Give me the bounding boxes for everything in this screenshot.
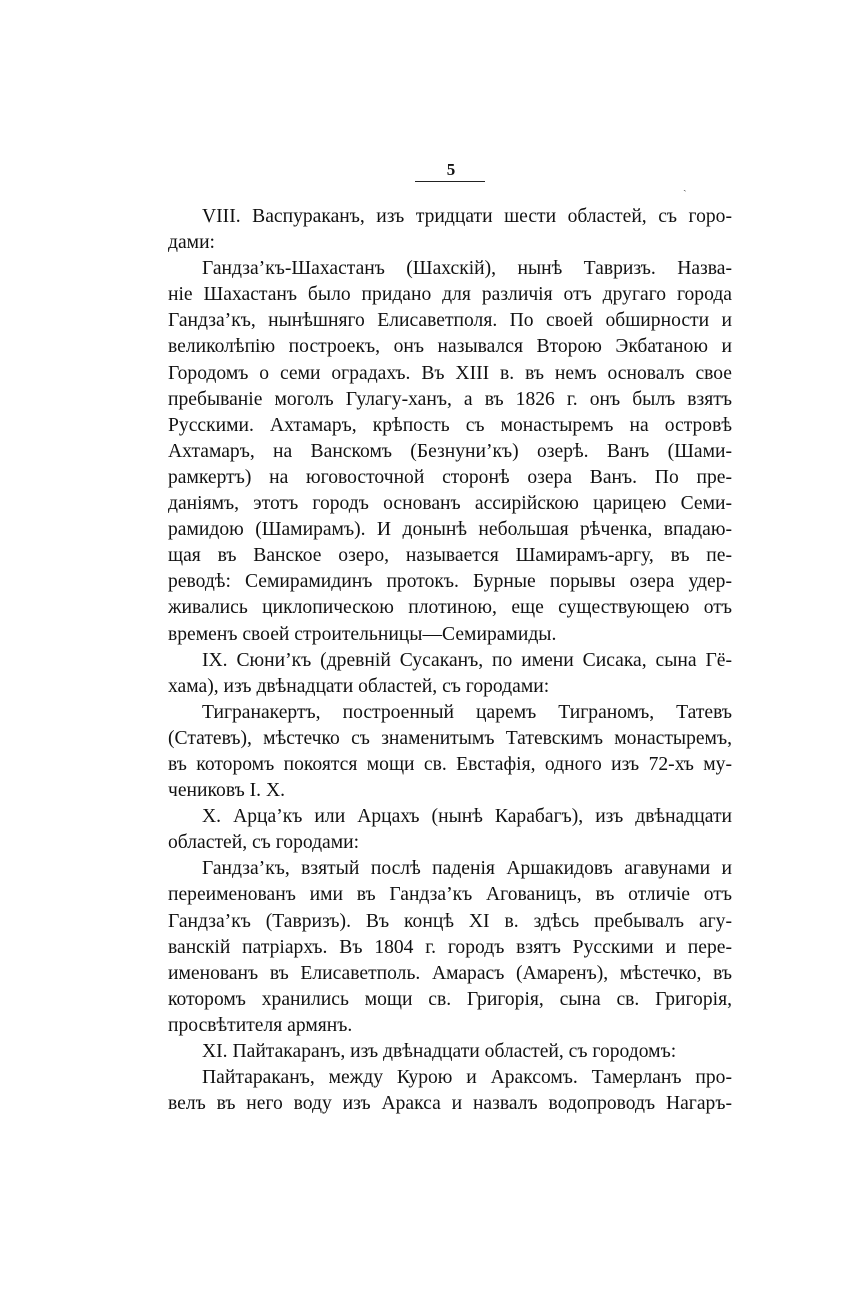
paragraph-ix bbox=[168, 648, 732, 700]
text-line: Ахтамаръ, на Ванскомъ (Безнуни’къ) озерѣ. Ванъ (Шами- bbox=[168, 440, 732, 462]
text-line: X. Арца’къ или Арцахъ (нынѣ Карабагъ), изъ двѣнадцати bbox=[202, 806, 732, 828]
text-line: пребываніе моголъ Гулагу-ханъ, а въ 1826 г. онъ былъ взятъ bbox=[168, 388, 732, 410]
text-line: IX. Сюни’къ (древній Сусаканъ, по имени Сисака, сына Гё- bbox=[202, 649, 732, 671]
paragraph-gandzak bbox=[168, 856, 732, 1039]
paragraph-xi bbox=[168, 1039, 732, 1065]
text-line: хама), изъ двѣнадцати областей, съ городами: bbox=[168, 675, 550, 697]
text-line: дами: bbox=[168, 232, 215, 254]
text-line: въ которомъ покоятся мощи св. Евстафія, одного изъ 72-хъ му- bbox=[168, 753, 732, 775]
text-line: VIII. Васпураканъ, изъ тридцати шести областей, съ горо- bbox=[202, 206, 732, 227]
text-body bbox=[168, 204, 732, 1117]
text-line: просвѣтителя армянъ. bbox=[168, 1014, 353, 1036]
text-line: щая въ Ванское озеро, называется Шамирамъ-аргу, въ пе- bbox=[168, 545, 732, 567]
text-line: Тигранакертъ, построенный царемъ Тиграномъ, Татевъ bbox=[202, 701, 732, 723]
text-line: чениковъ І. Х. bbox=[168, 780, 286, 802]
page-number-rule bbox=[415, 181, 485, 182]
text-line: именованъ въ Елисаветполь. Амарасъ (Амаренъ), мѣстечко, въ bbox=[168, 962, 732, 984]
text-line: Гандза’къ, взятый послѣ паденія Аршакидовъ агавунами и bbox=[202, 858, 732, 880]
text-line: ніе Шахастанъ было придано для различія отъ другаго города bbox=[168, 284, 732, 306]
text-line: Городомъ о семи оградахъ. Въ XIII в. въ немъ основалъ свое bbox=[168, 362, 732, 384]
paragraph-x bbox=[168, 804, 732, 856]
text-line: XI. Пайтакаранъ, изъ двѣнадцати областей, съ городомъ: bbox=[202, 1041, 677, 1062]
page-number: 5 bbox=[446, 160, 456, 179]
paragraph-gandzak-shahastan bbox=[168, 256, 732, 647]
paragraph-paitarakan bbox=[168, 1065, 732, 1117]
text-line: переименованъ ими въ Гандза’къ Агованицъ, въ отличіе отъ bbox=[168, 884, 732, 906]
text-line: которомъ хранились мощи св. Григорія, сына св. Григорія, bbox=[168, 988, 732, 1010]
paragraph-tigranakert bbox=[168, 700, 732, 804]
text-line: великолѣпію построекъ, онъ назывался Второю Экбатаною и bbox=[168, 336, 732, 358]
text-line: реводѣ: Семирамидинъ протокъ. Бурные порывы озера удер- bbox=[168, 571, 732, 593]
paragraph-viii bbox=[168, 204, 732, 256]
text-line: Пайтараканъ, между Курою и Араксомъ. Тамерланъ про- bbox=[202, 1067, 732, 1089]
text-line: (Статевъ), мѣстечко съ знаменитымъ Татевскимъ монастыремъ, bbox=[168, 727, 732, 749]
text-line: областей, съ городами: bbox=[168, 832, 360, 854]
text-line: ванскій патріархъ. Въ 1804 г. городъ взятъ Русскими и пере- bbox=[168, 936, 732, 958]
text-line: Гандза’къ (Тавризъ). Въ концѣ XI в. здѣсь пребывалъ агу- bbox=[168, 910, 732, 932]
text-line: велъ въ него воду изъ Аракса и назвалъ водопроводъ Нагаръ- bbox=[168, 1093, 732, 1115]
stray-mark: ˎ bbox=[683, 180, 687, 192]
text-line: временъ своей строительницы—Семирамиды. bbox=[168, 623, 557, 645]
text-line: Русскими. Ахтамаръ, крѣпость съ монастыремъ на островѣ bbox=[168, 414, 732, 436]
text-line: Гандза’къ, нынѣшняго Елисаветполя. По своей обширности и bbox=[168, 310, 732, 332]
text-line: даніямъ, этотъ городъ основанъ ассирійскою царицею Семи- bbox=[168, 493, 732, 515]
text-line: Гандза’къ-Шахастанъ (Шахскій), нынѣ Тавризъ. Назва- bbox=[202, 258, 732, 280]
text-line: живались циклопическою плотиною, еще существующею отъ bbox=[168, 597, 732, 619]
text-line: рамкертъ) на юговосточной сторонѣ озера Ванъ. По пре- bbox=[168, 466, 732, 488]
text-line: рамидою (Шамирамъ). И донынѣ небольшая рѣченка, впадаю- bbox=[168, 519, 732, 541]
